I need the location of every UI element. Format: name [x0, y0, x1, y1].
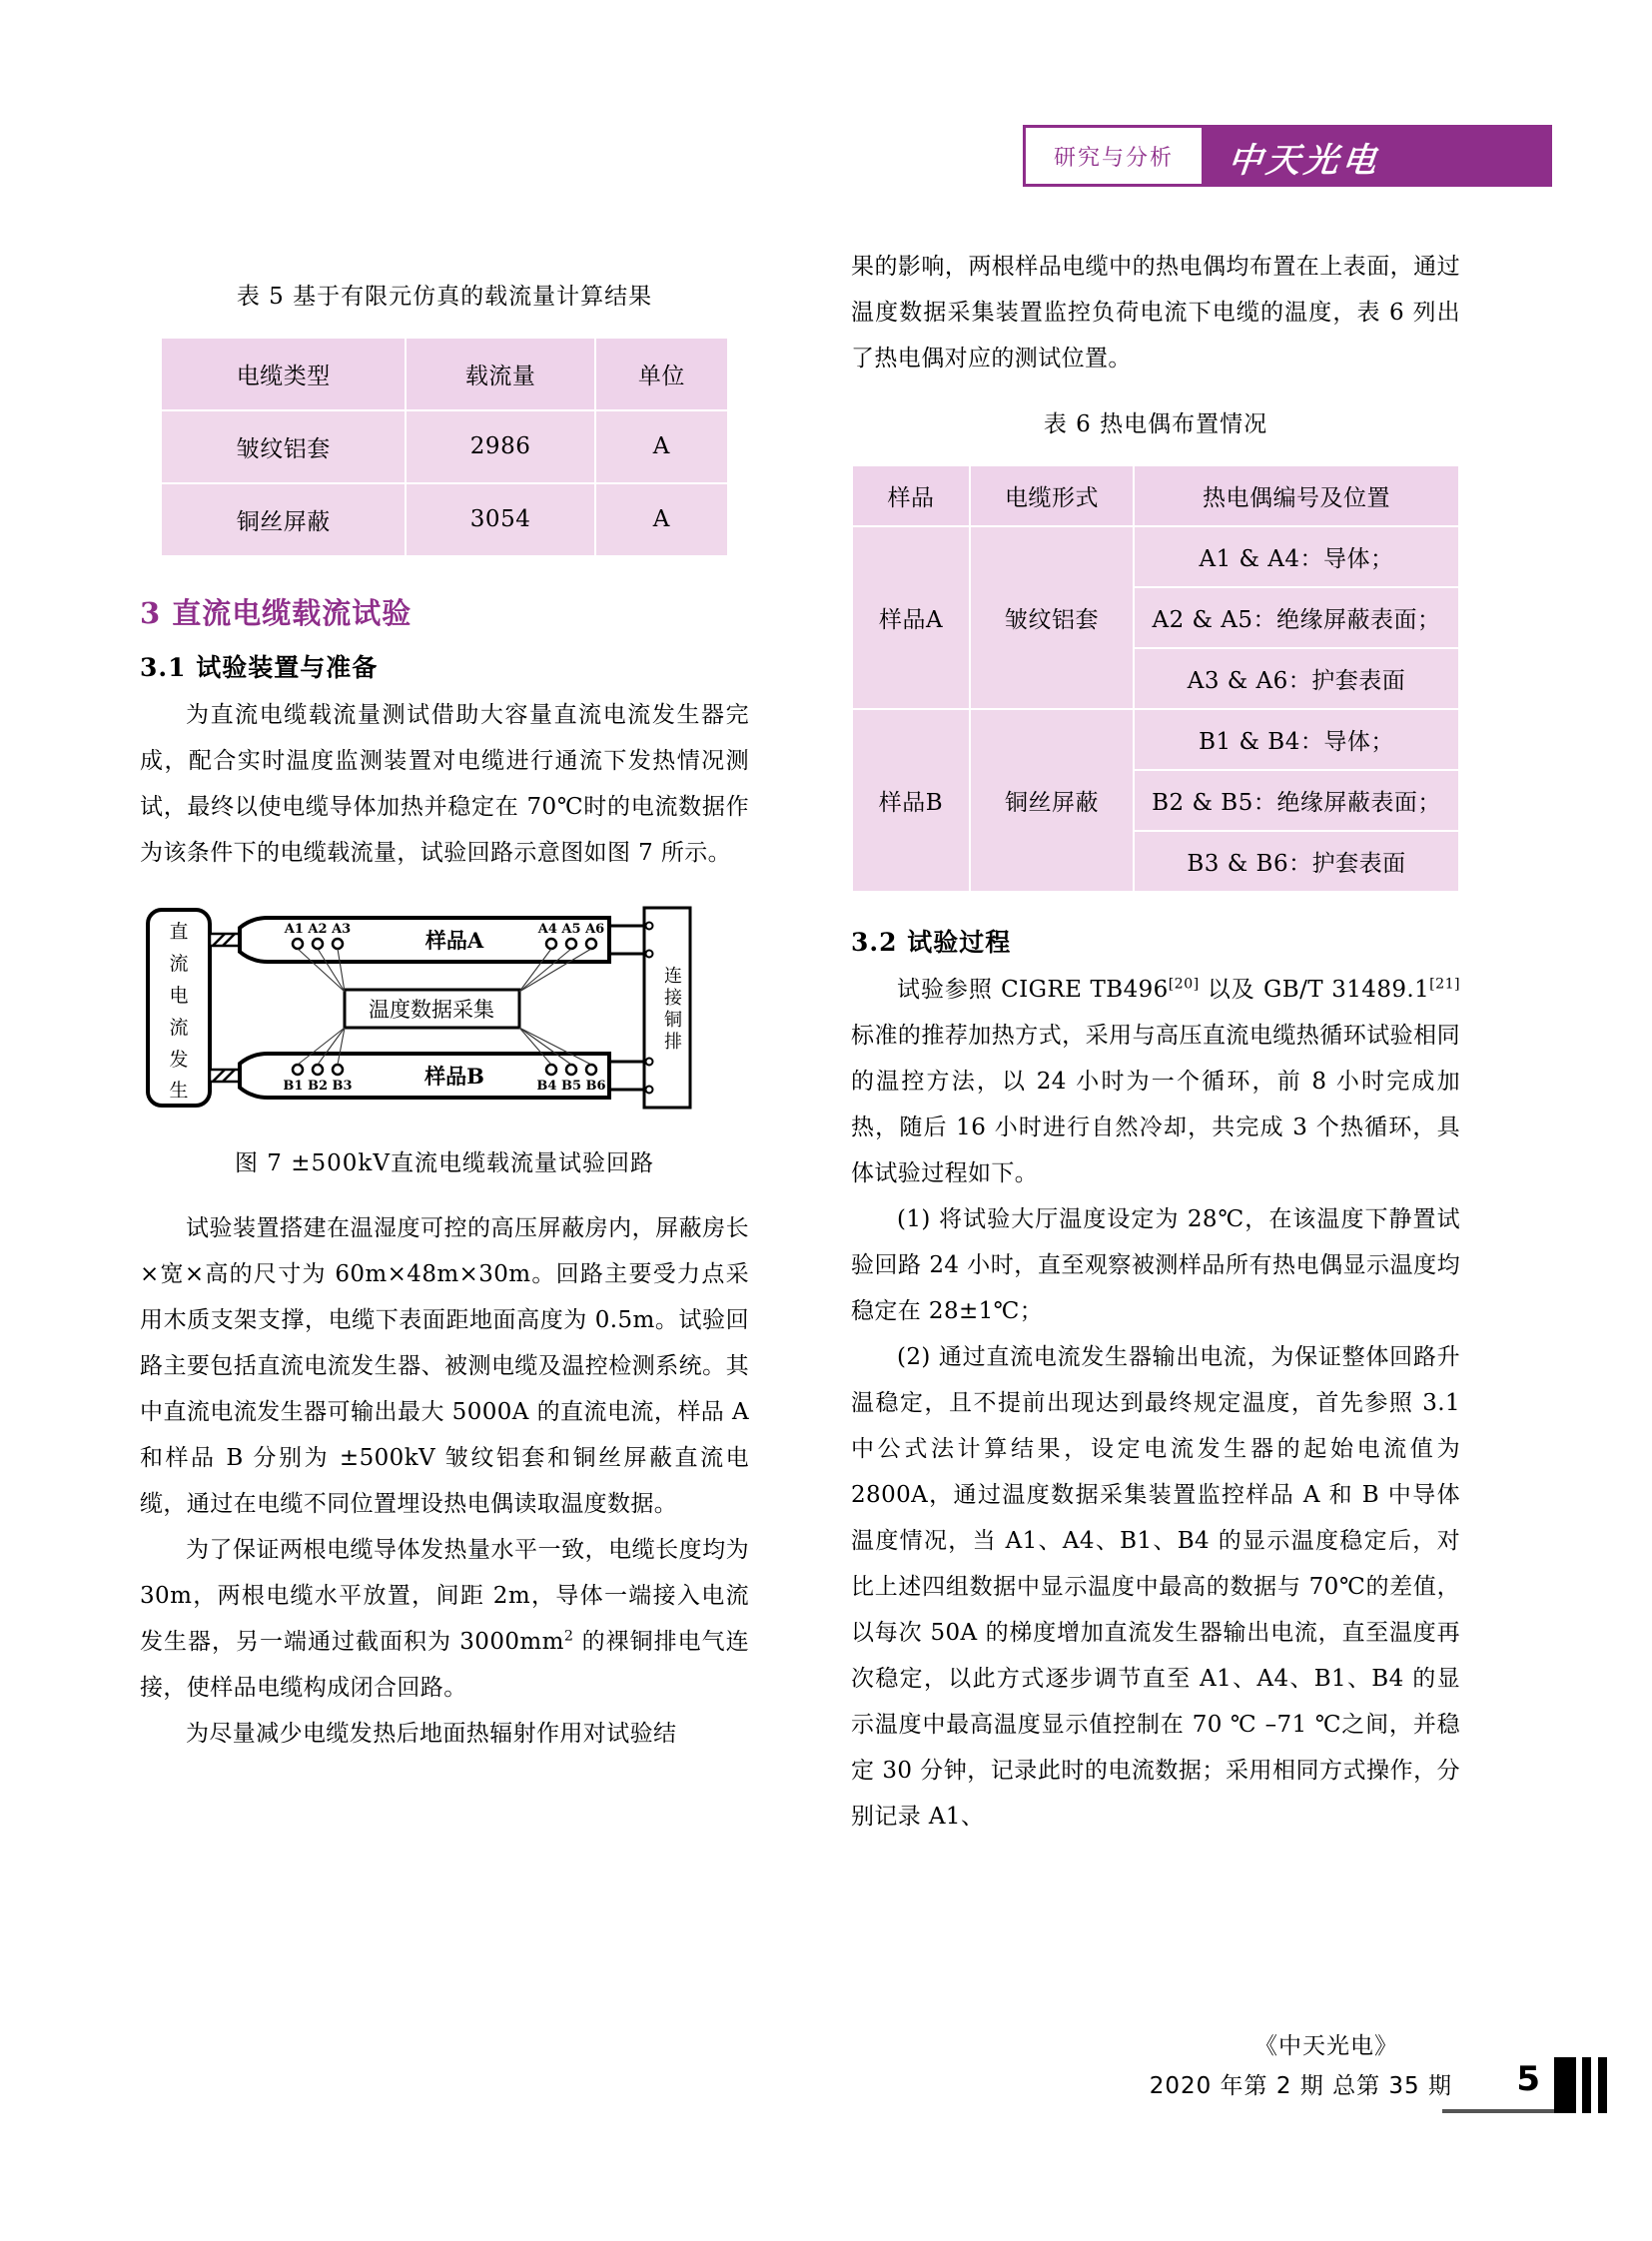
table5-col-1: 载流量 — [407, 339, 593, 409]
table5-col-2: 单位 — [596, 339, 727, 409]
table5-r0-c0: 皱纹铝套 — [162, 411, 405, 482]
generator-label-char-1: 直 — [169, 920, 189, 943]
daq-label: 温度数据采集 — [369, 997, 494, 1022]
sensor-b2 — [313, 1065, 323, 1075]
sample-a-left-sensor-labels: A1 A2 A3 — [284, 921, 352, 937]
generator-label-char-5: 发 — [169, 1048, 189, 1071]
generator-label-char-2: 流 — [169, 952, 189, 975]
sample-b-right-sensor-labels: B4 B5 B6 — [536, 1078, 606, 1094]
sample-b-left-sensor-labels: B1 B2 B3 — [283, 1078, 353, 1094]
sensor-a3 — [333, 939, 343, 949]
generator-label-char-6: 生 — [169, 1079, 189, 1102]
table-row — [162, 484, 727, 555]
sample-b-label: 样品B — [424, 1063, 484, 1089]
table5-r1-c1: 3054 — [407, 484, 593, 555]
table6-g1-pos-1: B2 & B5：绝缘屏蔽表面； — [1135, 771, 1458, 830]
busbar-label-char-3: 铜 — [664, 1009, 682, 1031]
busbar-label-char-2: 接 — [664, 987, 682, 1009]
table-row — [162, 411, 727, 482]
generator-label-char-4: 流 — [169, 1016, 189, 1039]
table6-g1-pos-2: B3 & B6：护套表面 — [1135, 832, 1458, 891]
table-row — [853, 710, 1458, 769]
footer-bars-decoration — [1554, 2057, 1612, 2113]
busbar-label-char-4: 排 — [664, 1031, 682, 1053]
table5-r0-c2: A — [596, 411, 727, 482]
table6 — [851, 464, 1460, 893]
sensor-b5 — [566, 1065, 576, 1075]
connector-hatch-bottom — [210, 1070, 240, 1082]
table6-col-1: 电缆形式 — [971, 466, 1133, 525]
page-footer — [0, 2027, 1652, 2157]
busbar-terminal-3 — [646, 1058, 653, 1065]
table5-caption: 表 5 基于有限元仿真的载流量计算结果 — [236, 284, 653, 310]
table5-r1-c0: 铜丝屏蔽 — [162, 484, 405, 555]
generator-label-char-3: 电 — [169, 984, 189, 1007]
busbar-terminal-1 — [646, 922, 653, 929]
sensor-a6 — [586, 939, 596, 949]
heading-section-3: 3 直流电缆载流试验 — [140, 595, 413, 630]
paragraph-step-1: (1) 将试验大厅温度设定为 28℃，在该温度下静置试验回路 24 小时，直至观察被测样品所有热电偶显示温度均稳定在 28±1℃； — [851, 1205, 1460, 1324]
sensor-b6 — [586, 1065, 596, 1075]
table6-caption: 表 6 热电偶布置情况 — [1043, 411, 1268, 437]
figure-7-caption: 图 7 ±500kV直流电缆载流量试验回路 — [235, 1149, 654, 1176]
paragraph-3-2: 试验参照 CIGRE TB496[20] 以及 GB/T 31489.1[21] 标准的推荐加热方式，采用与高压直流电缆热循环试验相同的温控方法，以 24 小时为一个循环，前 8 小时完成加热，随后 16 小时进行自然冷却，共完成 3 个热循环，具体试验过程如下。 — [851, 975, 1461, 1186]
figure-7 — [140, 900, 749, 1177]
busbar-terminal-4 — [646, 1086, 653, 1093]
page-header — [0, 125, 1652, 187]
table6-g1-pos-0: B1 & B4：导体； — [1135, 710, 1458, 769]
sensor-a2 — [313, 939, 323, 949]
table6-g0-cable: 皱纹铝套 — [971, 527, 1133, 708]
table6-g0-pos-0: A1 & A4：导体； — [1135, 527, 1458, 586]
table5-r1-c2: A — [596, 484, 727, 555]
header-section-tag — [1023, 125, 1205, 187]
right-column — [851, 254, 1461, 1840]
header-section-tag-label: 研究与分析 — [1053, 145, 1174, 171]
left-column — [140, 280, 749, 1757]
table6-g0-sample: 样品A — [853, 527, 969, 708]
table5 — [160, 337, 729, 557]
table6-g1-cable: 铜丝屏蔽 — [971, 710, 1133, 891]
header-brand-label: 中天光电 — [1226, 141, 1382, 181]
table6-g1-sample: 样品B — [853, 710, 969, 891]
table6-header-row — [853, 466, 1458, 525]
heading-section-3-1: 3.1 试验装置与准备 — [140, 652, 379, 682]
table6-col-2: 热电偶编号及位置 — [1135, 466, 1458, 525]
sensor-b3 — [333, 1065, 343, 1075]
header-brand-bar — [1205, 125, 1552, 187]
sample-a-right-sensor-labels: A4 A5 A6 — [537, 921, 605, 937]
paragraph-cable: 为了保证两根电缆导体发热量水平一致，电缆长度均为 30m，两根电缆水平放置，间距 2m，导体一端接入电流发生器，另一端通过截面积为 $3000mm^2$ 的裸铜排电气连接，使样品电缆构成闭合回路。 — [140, 1536, 749, 1701]
figure-7-diagram — [140, 900, 749, 1115]
table-row — [853, 527, 1458, 586]
paragraph-step-2: (2) 通过直流电流发生器输出电流，为保证整体回路升温稳定，且不提前出现达到最终规定温度，首先参照 3.1 中公式法计算结果，设定电流发生器的起始电流值为 2800A，通过温度数据采集装置监控样品 A 和 B 中导体温度情况，当 A1、A4、B1、B4 的显示温度稳定后，对比上述四组数据中显示温度中最高的数据与 70℃的差值，以每次 50A 的梯度增加直流发生器输出电流，直至温度再次稳定，以此方式逐步调节直至 A1、A4、B1、B4 的显示温度中最高温度显示值控制在 70 ℃ –71 ℃之间，并稳定 30 分钟，记录此时的电流数据；采用相同方式操作，分别记录 A1、 — [851, 1343, 1460, 1830]
footer-rule — [1442, 2109, 1557, 2113]
sensor-b4 — [546, 1065, 556, 1075]
heading-section-3-2: 3.2 试验过程 — [851, 927, 1012, 957]
connector-hatch-top — [210, 934, 240, 946]
busbar-terminal-2 — [646, 950, 653, 957]
sensor-a1 — [293, 939, 303, 949]
footer-journal-name: 《中天光电》 — [1254, 2033, 1398, 2059]
table6-g0-pos-1: A2 & A5：绝缘屏蔽表面； — [1135, 588, 1458, 647]
footer-issue-info: 2020 年第 2 期 总第 35 期 — [1149, 2073, 1452, 2099]
table5-header-row — [162, 339, 727, 409]
table5-r0-c1: 2986 — [407, 411, 593, 482]
table6-col-0: 样品 — [853, 466, 969, 525]
sensor-a4 — [546, 939, 556, 949]
paragraph-continue: 果的影响，两根样品电缆中的热电偶均布置在上表面，通过温度数据采集装置监控负荷电流下电缆的温度，表 6 列出了热电偶对应的测试位置。 — [851, 254, 1460, 372]
table6-g0-pos-2: A3 & A6：护套表面 — [1135, 649, 1458, 708]
sensor-a5 — [566, 939, 576, 949]
busbar-label-char-1: 连 — [664, 965, 682, 987]
paragraph-setup: 试验装置搭建在温湿度可控的高压屏蔽房内，屏蔽房长×宽×高的尺寸为 60m×48m×30m。回路主要受力点采用木质支架支撑，电缆下表面距地面高度为 0.5m。试验回路主要包括直流电流发生器、被测电缆及温控检测系统。其中直流电流发生器可输出最大 5000A 的直流电流，样品 A 和样品 B 分别为 ±500kV 皱纹铝套和铜丝屏蔽直流电缆，通过在电缆不同位置埋设热电偶读取温度数据。 — [140, 1214, 749, 1517]
paragraph-3-1: 为直流电缆载流量测试借助大容量直流电流发生器完成，配合实时温度监测装置对电缆进行通流下发热情况测试，最终以使电缆导体加热并稳定在 70℃时的电流数据作为该条件下的电缆载流量，试验回路示意图如图 7 所示。 — [140, 701, 749, 866]
table5-col-0: 电缆类型 — [162, 339, 405, 409]
paragraph-radiation: 为尽量减少电缆发热后地面热辐射作用对试验结 — [186, 1720, 677, 1747]
page-number: 5 — [1516, 2059, 1540, 2099]
sensor-b1 — [293, 1065, 303, 1075]
sample-a-label: 样品A — [424, 927, 484, 953]
